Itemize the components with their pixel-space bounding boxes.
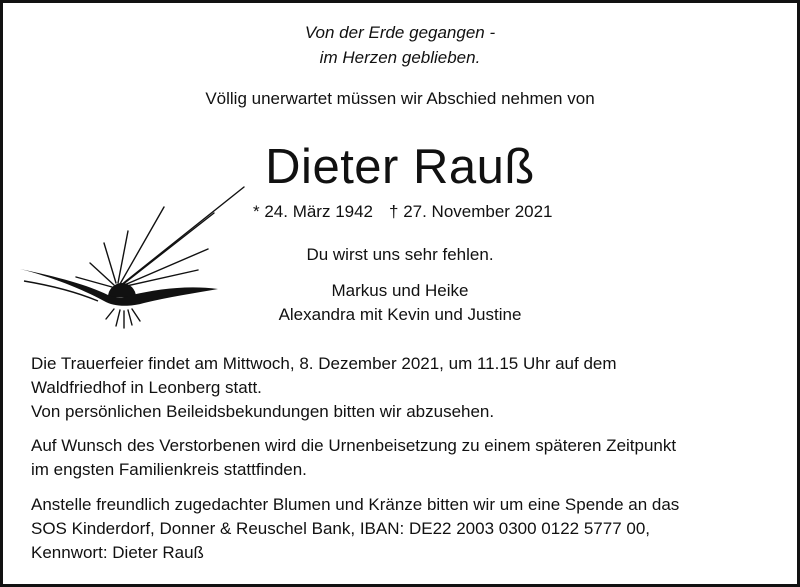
motto-line-2: im Herzen geblieben. — [319, 48, 481, 67]
deceased-name: Dieter Rauß — [265, 140, 535, 194]
condolences-paragraph: Von persönlichen Beileidsbekundungen bitten wir abzusehen. — [31, 402, 495, 421]
birth-date: * 24. März 1942 — [253, 202, 374, 221]
family-line-1: Markus und Heike — [331, 281, 469, 300]
mourning-line: Du wirst uns sehr fehlen. — [306, 245, 494, 264]
intro-text: Völlig unerwartet müssen wir Abschied nehmen von — [205, 89, 595, 108]
donation-line-3: Kennwort: Dieter Rauß — [31, 543, 204, 562]
funeral-line-2: Waldfriedhof in Leonberg statt. — [31, 378, 262, 397]
burial-paragraph — [31, 434, 791, 482]
donation-line-2: SOS Kinderdorf, Donner & Reuschel Bank, IBAN: DE22 2003 0300 0122 5777 00, — [31, 519, 651, 538]
motto — [0, 20, 800, 70]
burial-line-1: Auf Wunsch des Verstorbenen wird die Urnenbeisetzung zu einem späteren Zeitpunkt — [31, 436, 677, 455]
death-date: † 27. November 2021 — [389, 202, 553, 221]
donation-line-1: Anstelle freundlich zugedachter Blumen und Kränze bitten wir um eine Spende an das — [31, 495, 680, 514]
burial-line-2: im engsten Familienkreis stattfinden. — [31, 460, 307, 479]
funeral-paragraph — [31, 352, 791, 400]
motto-line-1: Von der Erde gegangen - — [304, 23, 496, 42]
family-names — [0, 279, 800, 327]
family-line-2: Alexandra mit Kevin und Justine — [278, 305, 522, 324]
donation-paragraph — [31, 493, 791, 565]
life-dates — [253, 202, 553, 222]
funeral-line-1: Die Trauerfeier findet am Mittwoch, 8. Dezember 2021, um 11.15 Uhr auf dem — [31, 354, 617, 373]
